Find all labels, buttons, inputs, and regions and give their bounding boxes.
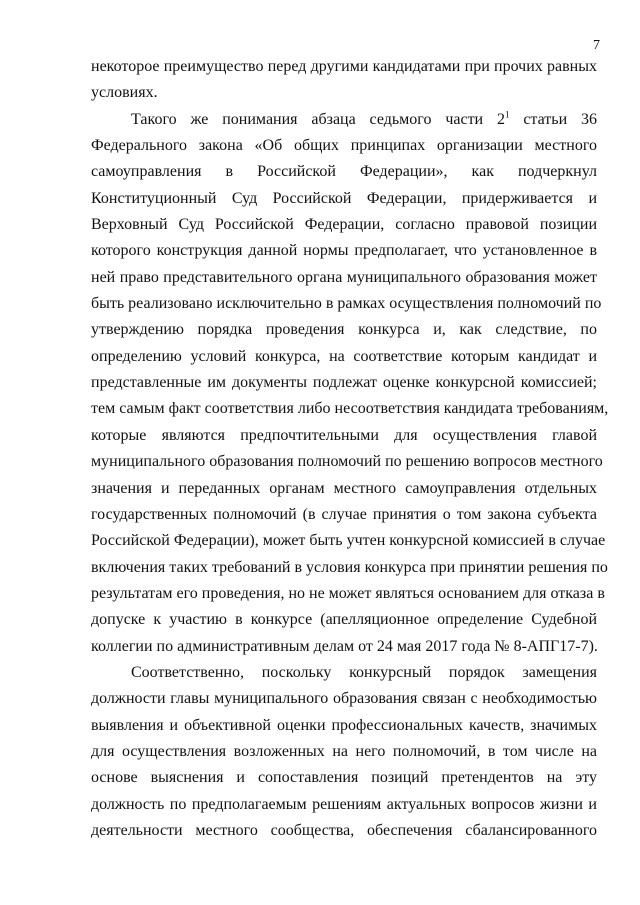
text-line: которые являются предпочтительными для осуществления главой	[91, 426, 597, 444]
text-line: Конституционный Суд Российской Федерации, придерживается и	[91, 189, 597, 207]
text-line: Федерального закона «Об общих принципах организации местного	[91, 137, 597, 155]
text-line: тем самым факт соответствия либо несоответствия кандидата требованиям,	[91, 400, 609, 418]
text-line: результатам его проведения, но не может являться основанием для отказа в	[91, 584, 605, 602]
text-line: Соответственно, поскольку конкурсный порядок замещения	[131, 663, 597, 681]
text-fragment: статьи 36	[523, 110, 598, 128]
page-number: 7	[593, 38, 600, 53]
text-line: государственных полномочий (в случае принятия о том закона субъекта	[91, 505, 597, 523]
text-line: Российской Федерации), может быть учтен конкурсной комиссией в случае	[91, 532, 606, 550]
text-line: основе выяснения и сопоставления позиций претендентов на эту	[91, 769, 597, 787]
text-line: утверждению порядка проведения конкурса и, как следствие, по	[91, 321, 597, 339]
text-line: самоуправления в Российской Федерации», как подчеркнул	[91, 163, 597, 181]
text-line: условиях.	[91, 84, 158, 102]
text-fragment: Такого же понимания абзаца седьмого части 2	[131, 110, 505, 128]
text-line: деятельности местного сообщества, обеспечения сбалансированного	[91, 821, 597, 839]
text-line: для осуществления возложенных на него полномочий, в том числе на	[91, 742, 597, 760]
text-line-with-superscript	[91, 111, 597, 137]
text-line: определению условий конкурса, на соответствие которым кандидат и	[91, 347, 597, 365]
text-line: должности главы муниципального образования связан с необходимостью	[91, 690, 597, 708]
text-line: значения и переданных органам местного самоуправления отдельных	[91, 479, 597, 497]
text-line: допуске к участию в конкурсе (апелляционное определение Судебной	[91, 611, 597, 629]
text-line: коллегии по административным делам от 24 мая 2017 года № 8-АПГ17-7).	[91, 637, 598, 655]
paragraph-1	[91, 58, 597, 111]
superscript: 1	[504, 109, 510, 120]
text-line: быть реализовано исключительно в рамках осуществления полномочий по	[91, 295, 602, 313]
text-line: Верховный Суд Российской Федерации, согласно правовой позиции	[91, 216, 597, 234]
text-line: должность по предполагаемым решениям актуальных вопросов жизни и	[91, 795, 597, 813]
text-line: муниципального образования полномочий по решению вопросов местного	[91, 453, 603, 471]
text-line: ней право представительного органа муниципального образования может	[91, 268, 597, 286]
text-line: выявления и объективной оценки профессиональных качеств, значимых	[91, 716, 597, 734]
document-body	[91, 58, 609, 848]
paragraph-3	[91, 664, 597, 848]
paragraph-2	[91, 109, 609, 664]
text-line: представленные им документы подлежат оценке конкурсной комиссией;	[91, 374, 597, 392]
text-line: включения таких требований в условия конкурса при принятии решения по	[91, 558, 608, 576]
text-line: которого конструкция данной нормы предполагает, что установленное в	[91, 242, 597, 260]
text-line: некоторое преимущество перед другими кандидатами при прочих равных	[91, 58, 597, 75]
